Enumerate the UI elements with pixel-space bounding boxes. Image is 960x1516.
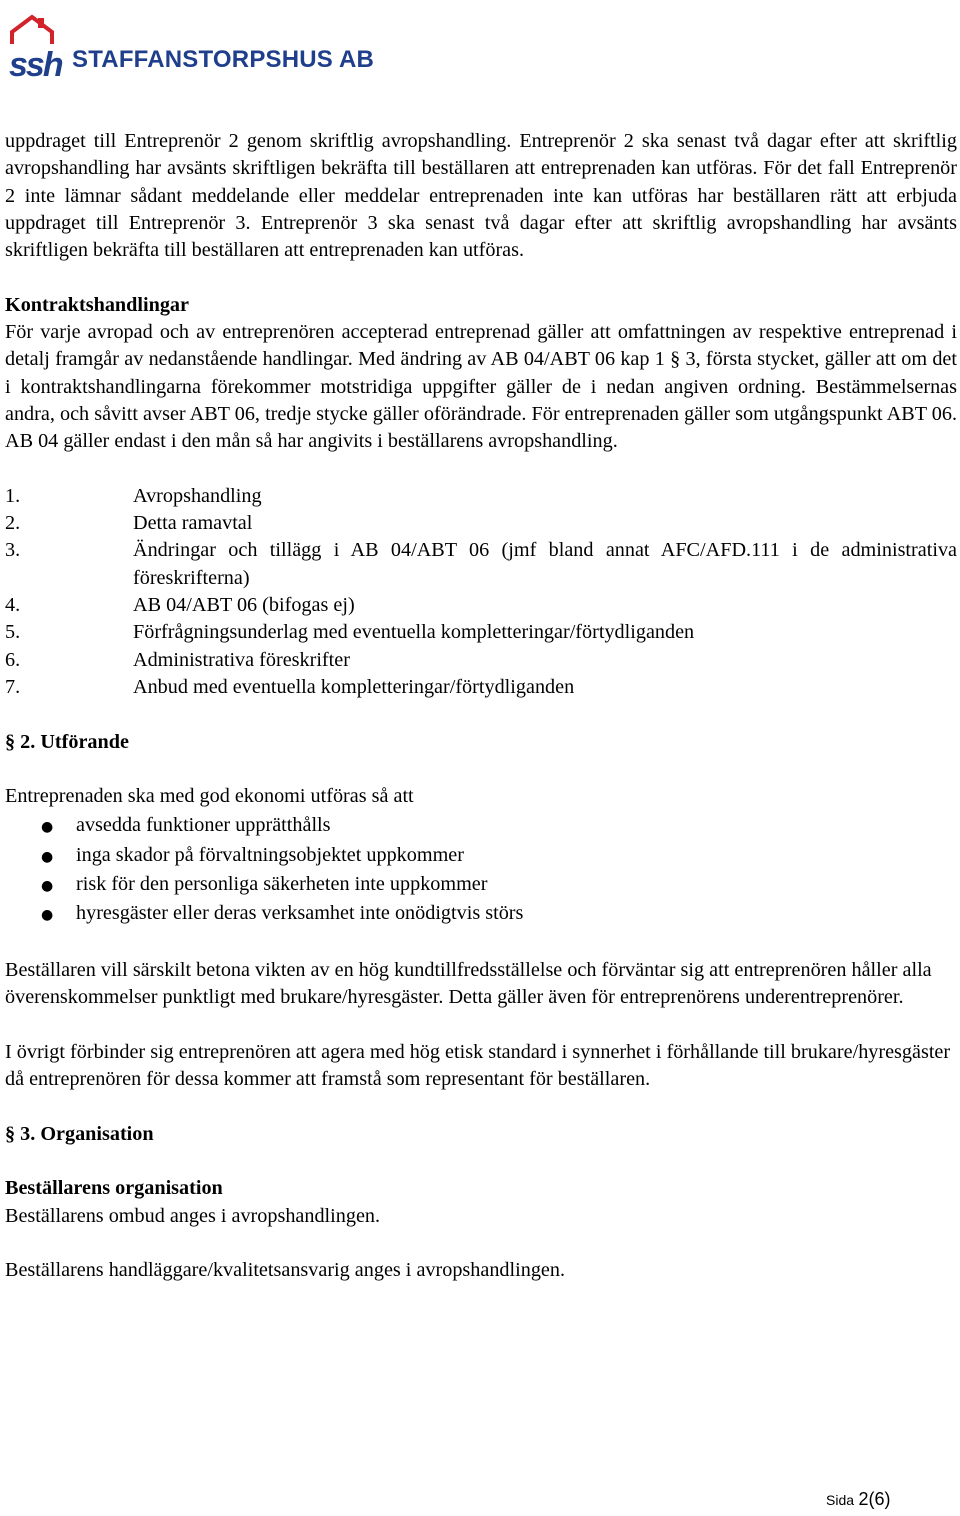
svg-text:ssh: ssh (9, 46, 62, 80)
list-item: 7. Anbud med eventuella kompletteringar/förtydliganden (5, 675, 575, 698)
utforande-intro: Entreprenaden ska med god ekonomi utföras så att (5, 785, 414, 808)
contract-documents-list (5, 483, 957, 701)
list-item: 3. Ändringar och tillägg i AB 04/ABT 06 (jmf bland annat AFC/AFD.111 i de administrativa föreskrifterna) (5, 539, 957, 589)
list-item: 5. Förfrågningsunderlag med eventuella kompletteringar/förtydliganden (5, 621, 695, 644)
utforande-paragraph-1: Beställaren vill särskilt betona vikten av en hög kundtillfredsställelse och förväntar sig att entreprenören håller alla överenskommelser punktligt med brukare/hyresgäster. Detta gäller även för entreprenörens underentreprenörer. (5, 958, 932, 1009)
bullet-icon: ● (41, 819, 54, 836)
ssh-house-logo-icon (8, 14, 66, 80)
list-item: ● inga skador på förvaltningsobjektet uppkommer (5, 842, 957, 871)
bullet-icon: ● (41, 907, 54, 924)
kontraktshandlingar-heading: Kontraktshandlingar (5, 293, 189, 316)
bestallarens-organisation-heading: Beställarens organisation (5, 1177, 223, 1200)
list-item: 2. Detta ramavtal (5, 512, 253, 535)
list-item: ● avsedda funktioner upprätthålls (5, 812, 957, 841)
bullet-icon: ● (41, 878, 54, 895)
utforande-heading: § 2. Utförande (5, 730, 129, 753)
page-count: 2(6) (858, 1489, 891, 1509)
document-body (5, 128, 957, 1284)
organisation-line-1: Beställarens ombud anges i avropshandlingen. (5, 1204, 381, 1227)
company-header (8, 14, 375, 84)
page-label: Sida (826, 1492, 855, 1508)
page-number (826, 1489, 891, 1510)
intro-paragraph: uppdraget till Entreprenör 2 genom skriftlig avropshandling. Entreprenör 2 ska senast två dagar efter att skriftlig avropshandling har avsänts skriftligen bekräfta till beställaren att entreprenaden kan utföras. För det fall Entreprenör 2 inte lämnar sådant meddelande eller meddelar entreprenaden inte kan utföras har beställaren rätt att erbjuda uppdraget till Entreprenör 3. Entreprenör 3 ska senast två dagar efter att skriftlig avropshandling har avsänts skriftligen bekräfta till beställaren att entreprenaden kan utföras. (5, 130, 957, 262)
utforande-bullet-list (5, 812, 957, 929)
list-item: 6. Administrativa föreskrifter (5, 648, 350, 671)
list-item: ● hyresgäster eller deras verksamhet inte onödigtvis störs (5, 900, 957, 929)
company-name: STAFFANSTORPSHUS AB (72, 46, 375, 73)
list-item: 4. AB 04/ABT 06 (bifogas ej) (5, 594, 355, 617)
organisation-line-2: Beställarens handläggare/kvalitetsansvarig anges i avropshandlingen. (5, 1259, 566, 1282)
utforande-paragraph-2: I övrigt förbinder sig entreprenören att agera med hög etisk standard i synnerhet i förhållande till brukare/hyresgäster då entreprenören för dessa kommer att framstå som representant för beställaren. (5, 1040, 951, 1091)
kontraktshandlingar-paragraph: För varje avropad och av entreprenören accepterad entreprenad gäller att omfattningen av respektive entreprenad i detalj framgår av nedanstående handlingar. Med ändring av AB 04/ABT 06 kap 1 § 3, första stycket, gäller att om det i kontraktshandlingarna förekommer motstridiga uppgifter gäller de i nedan angiven ordning. Bestämmelsernas andra, och såvitt avser ABT 06, tredje stycke gäller oförändrade. För entreprenaden gäller som utgångspunkt ABT 06. AB 04 gäller endast i den mån så har angivits i beställarens avropshandling. (5, 321, 957, 453)
list-item: ● risk för den personliga säkerheten inte uppkommer (5, 871, 957, 900)
bullet-icon: ● (41, 848, 54, 865)
organisation-heading: § 3. Organisation (5, 1122, 154, 1145)
list-item: 1. Avropshandling (5, 484, 262, 507)
